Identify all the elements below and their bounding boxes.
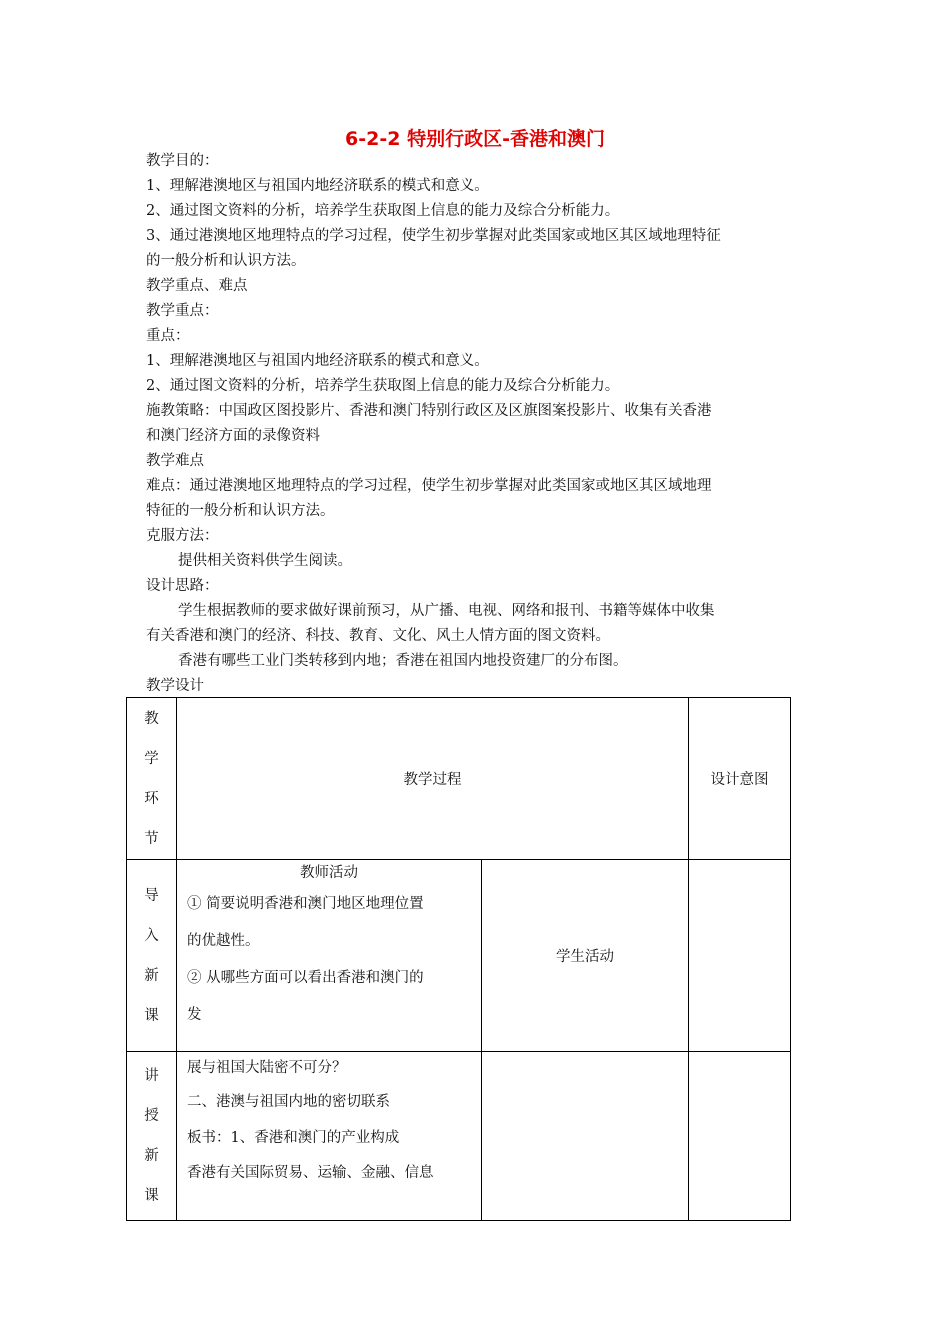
section-heading: 教学目的： <box>146 153 219 169</box>
lesson-design-table <box>126 697 791 1221</box>
stage-label-lecture: 讲 授 新 课 <box>127 1052 177 1221</box>
teacher-activity-line: 发 <box>187 1007 202 1023</box>
lecture-line: 展与祖国大陆密不可分？ <box>187 1060 347 1076</box>
section-heading: 教学设计 <box>146 678 204 694</box>
document-title: 6-2-2 特别行政区-香港和澳门 <box>345 128 605 150</box>
lecture-content-cell <box>177 1052 482 1221</box>
teacher-activity-line: 的优越性。 <box>187 933 260 949</box>
teacher-activity-line: ② 从哪些方面可以看出香港和澳门的 <box>187 970 424 986</box>
strategy-text: 施教策略：中国政区图投影片、香港和澳门特别行政区及区旗图案投影片、收集有关香港 <box>146 403 712 419</box>
section-heading: 设计思路： <box>146 578 219 594</box>
stage-label-intro: 导 入 新 课 <box>127 860 177 1052</box>
student-activity-header: 学生活动 <box>482 860 689 1052</box>
teacher-activity-cell <box>177 860 482 1052</box>
teacher-activity-line: ① 简要说明香港和澳门地区地理位置 <box>187 896 424 912</box>
intent-cell <box>689 1052 791 1221</box>
key-point-item: 1、理解港澳地区与祖国内地经济联系的模式和意义。 <box>146 353 489 369</box>
design-text: 香港有哪些工业门类转移到内地；香港在祖国内地投资建厂的分布图。 <box>178 653 628 669</box>
section-heading: 克服方法： <box>146 528 219 544</box>
section-heading: 教学难点 <box>146 453 204 469</box>
method-text: 提供相关资料供学生阅读。 <box>178 553 352 569</box>
design-text: 学生根据教师的要求做好课前预习，从广播、电视、网络和报刊、书籍等媒体中收集 <box>178 603 715 619</box>
student-activity-cell <box>482 1052 689 1221</box>
intent-cell <box>689 860 791 1052</box>
section-heading: 重点： <box>146 328 190 344</box>
difficulty-text: 难点：通过港澳地区地理特点的学习过程，使学生初步掌握对此类国家或地区其区域地理 <box>146 478 712 494</box>
objective-item-continued: 的一般分析和认识方法。 <box>146 253 306 269</box>
stage-column-header: 教 学 环 节 <box>127 698 177 860</box>
lecture-line: 板书：1、香港和澳门的产业构成 <box>187 1130 400 1146</box>
teacher-activity-header: 教师活动 <box>300 865 358 881</box>
difficulty-text-continued: 特征的一般分析和认识方法。 <box>146 503 335 519</box>
objective-item: 3、通过港澳地区地理特点的学习过程，使学生初步掌握对此类国家或地区其区域地理特征 <box>146 228 721 244</box>
key-point-item: 2、通过图文资料的分析，培养学生获取图上信息的能力及综合分析能力。 <box>146 378 620 394</box>
lecture-line: 香港有关国际贸易、运输、金融、信息 <box>187 1165 434 1181</box>
section-heading: 教学重点： <box>146 303 219 319</box>
intent-header: 设计意图 <box>689 698 791 860</box>
objective-item: 2、通过图文资料的分析，培养学生获取图上信息的能力及综合分析能力。 <box>146 203 620 219</box>
strategy-text-continued: 和澳门经济方面的录像资料 <box>146 428 320 444</box>
design-text-continued: 有关香港和澳门的经济、科技、教育、文化、风土人情方面的图文资料。 <box>146 628 610 644</box>
section-heading: 教学重点、难点 <box>146 278 248 294</box>
lecture-line: 二、港澳与祖国内地的密切联系 <box>187 1094 390 1110</box>
process-header: 教学过程 <box>177 698 689 860</box>
objective-item: 1、理解港澳地区与祖国内地经济联系的模式和意义。 <box>146 178 489 194</box>
